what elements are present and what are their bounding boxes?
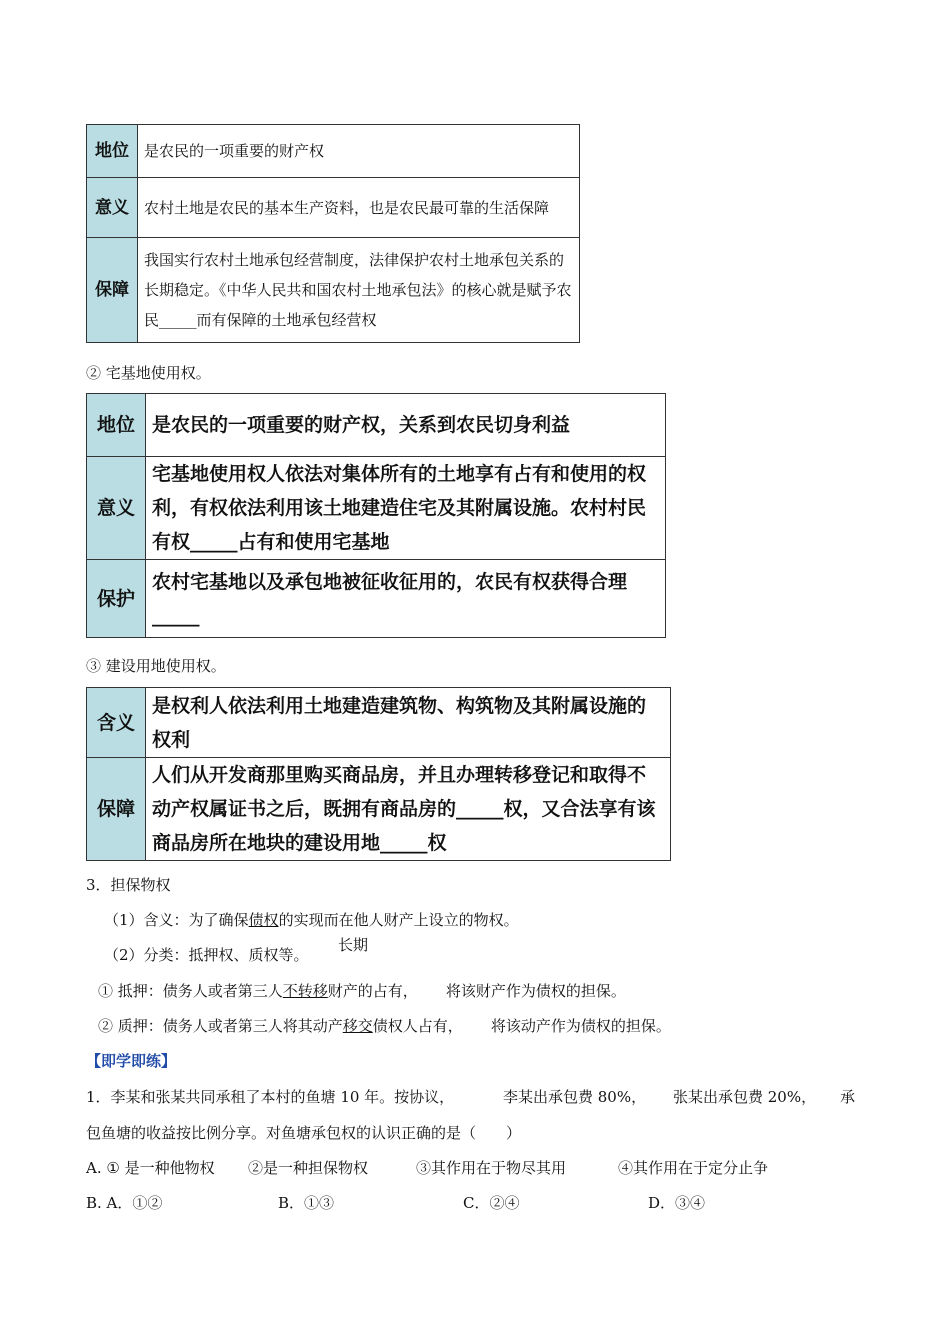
statement-b: ②是一种担保物权 [248, 1159, 369, 1177]
choice-b[interactable]: B．①③ [278, 1194, 335, 1212]
choice-d[interactable]: D．③④ [648, 1194, 706, 1212]
statement-c: ③其作用在于物尽其用 [416, 1159, 567, 1177]
row-head-definition: 含义 [87, 688, 146, 758]
row-body-guarantee: 人们从开发商那里购买商品房，并且办理转移登记和取得不动产权属证书之后，既拥有商品房的_____权，又合法享有该商品房所在地块的建设用地_____权 [146, 758, 671, 861]
statement-a: A. ① 是一种他物权 [86, 1159, 215, 1177]
question-line-1c: 张某出承包费 20%， [673, 1088, 817, 1106]
definition-line: （1）含义：为了确保债权的实现而在他人财产上设立的物权。 [104, 911, 519, 929]
row-head-status: 地位 [87, 125, 138, 178]
choice-c[interactable]: C．②④ [463, 1194, 520, 1212]
row-body-meaning: 农村土地是农民的基本生产资料，也是农民最可靠的生活保障 [138, 178, 580, 238]
row-head-status: 地位 [87, 394, 146, 457]
homestead-table [86, 393, 666, 638]
question-line-2: 包鱼塘的收益按比例分享。对鱼塘承包权的认识正确的是（ ） [86, 1124, 522, 1142]
choice-a[interactable]: B. A．①② [86, 1194, 163, 1212]
types-line: （2）分类：抵押权、质权等。 [104, 946, 309, 964]
statement-d: ④其作用在于定分止争 [618, 1159, 769, 1177]
row-head-guarantee: 保障 [87, 758, 146, 861]
question-line-1d: 承 [840, 1088, 856, 1106]
practice-heading: 【即学即练】 [86, 1052, 177, 1070]
row-head-protection: 保护 [87, 560, 146, 638]
row-body-status: 是农民的一项重要的财产权 [138, 125, 580, 178]
mortgage-line: ① 抵押：债务人或者第三人不转移财产的占有， 将该财产作为债权的担保。 [98, 982, 626, 1000]
row-head-meaning: 意义 [87, 178, 138, 238]
margin-note: 长期 [338, 936, 369, 954]
question-line-1: 1．李某和张某共同承租了本村的鱼塘 10 年。按协议， [86, 1088, 455, 1106]
row-body-meaning: 宅基地使用权人依法对集体所有的土地享有占有和使用的权利，有权依法利用该土地建造住宅及其附属设施。农村村民有权_____占有和使用宅基地 [146, 457, 666, 560]
section-title: 3．担保物权 [86, 876, 171, 894]
row-head-guarantee: 保障 [87, 238, 138, 343]
construction-land-table [86, 687, 671, 861]
homestead-label: ② 宅基地使用权。 [86, 364, 211, 382]
pledge-line: ② 质押：债务人或者第三人将其动产移交债权人占有， 将该动产作为债权的担保。 [98, 1017, 671, 1035]
row-body-protection: 农村宅基地以及承包地被征收征用的，农民有权获得合理_____ [146, 560, 666, 638]
row-body-definition: 是权利人依法利用土地建造建筑物、构筑物及其附属设施的权利 [146, 688, 671, 758]
question-line-1b: 李某出承包费 80%， [503, 1088, 647, 1106]
land-contract-table [86, 124, 580, 343]
row-body-status: 是农民的一项重要的财产权，关系到农民切身利益 [146, 394, 666, 457]
row-head-meaning: 意义 [87, 457, 146, 560]
row-body-guarantee: 我国实行农村土地承包经营制度，法律保护农村土地承包关系的长期稳定。《中华人民共和国农村土地承包法》的核心就是赋予农民_____而有保障的土地承包经营权 [138, 238, 580, 343]
construction-label: ③ 建设用地使用权。 [86, 657, 226, 675]
